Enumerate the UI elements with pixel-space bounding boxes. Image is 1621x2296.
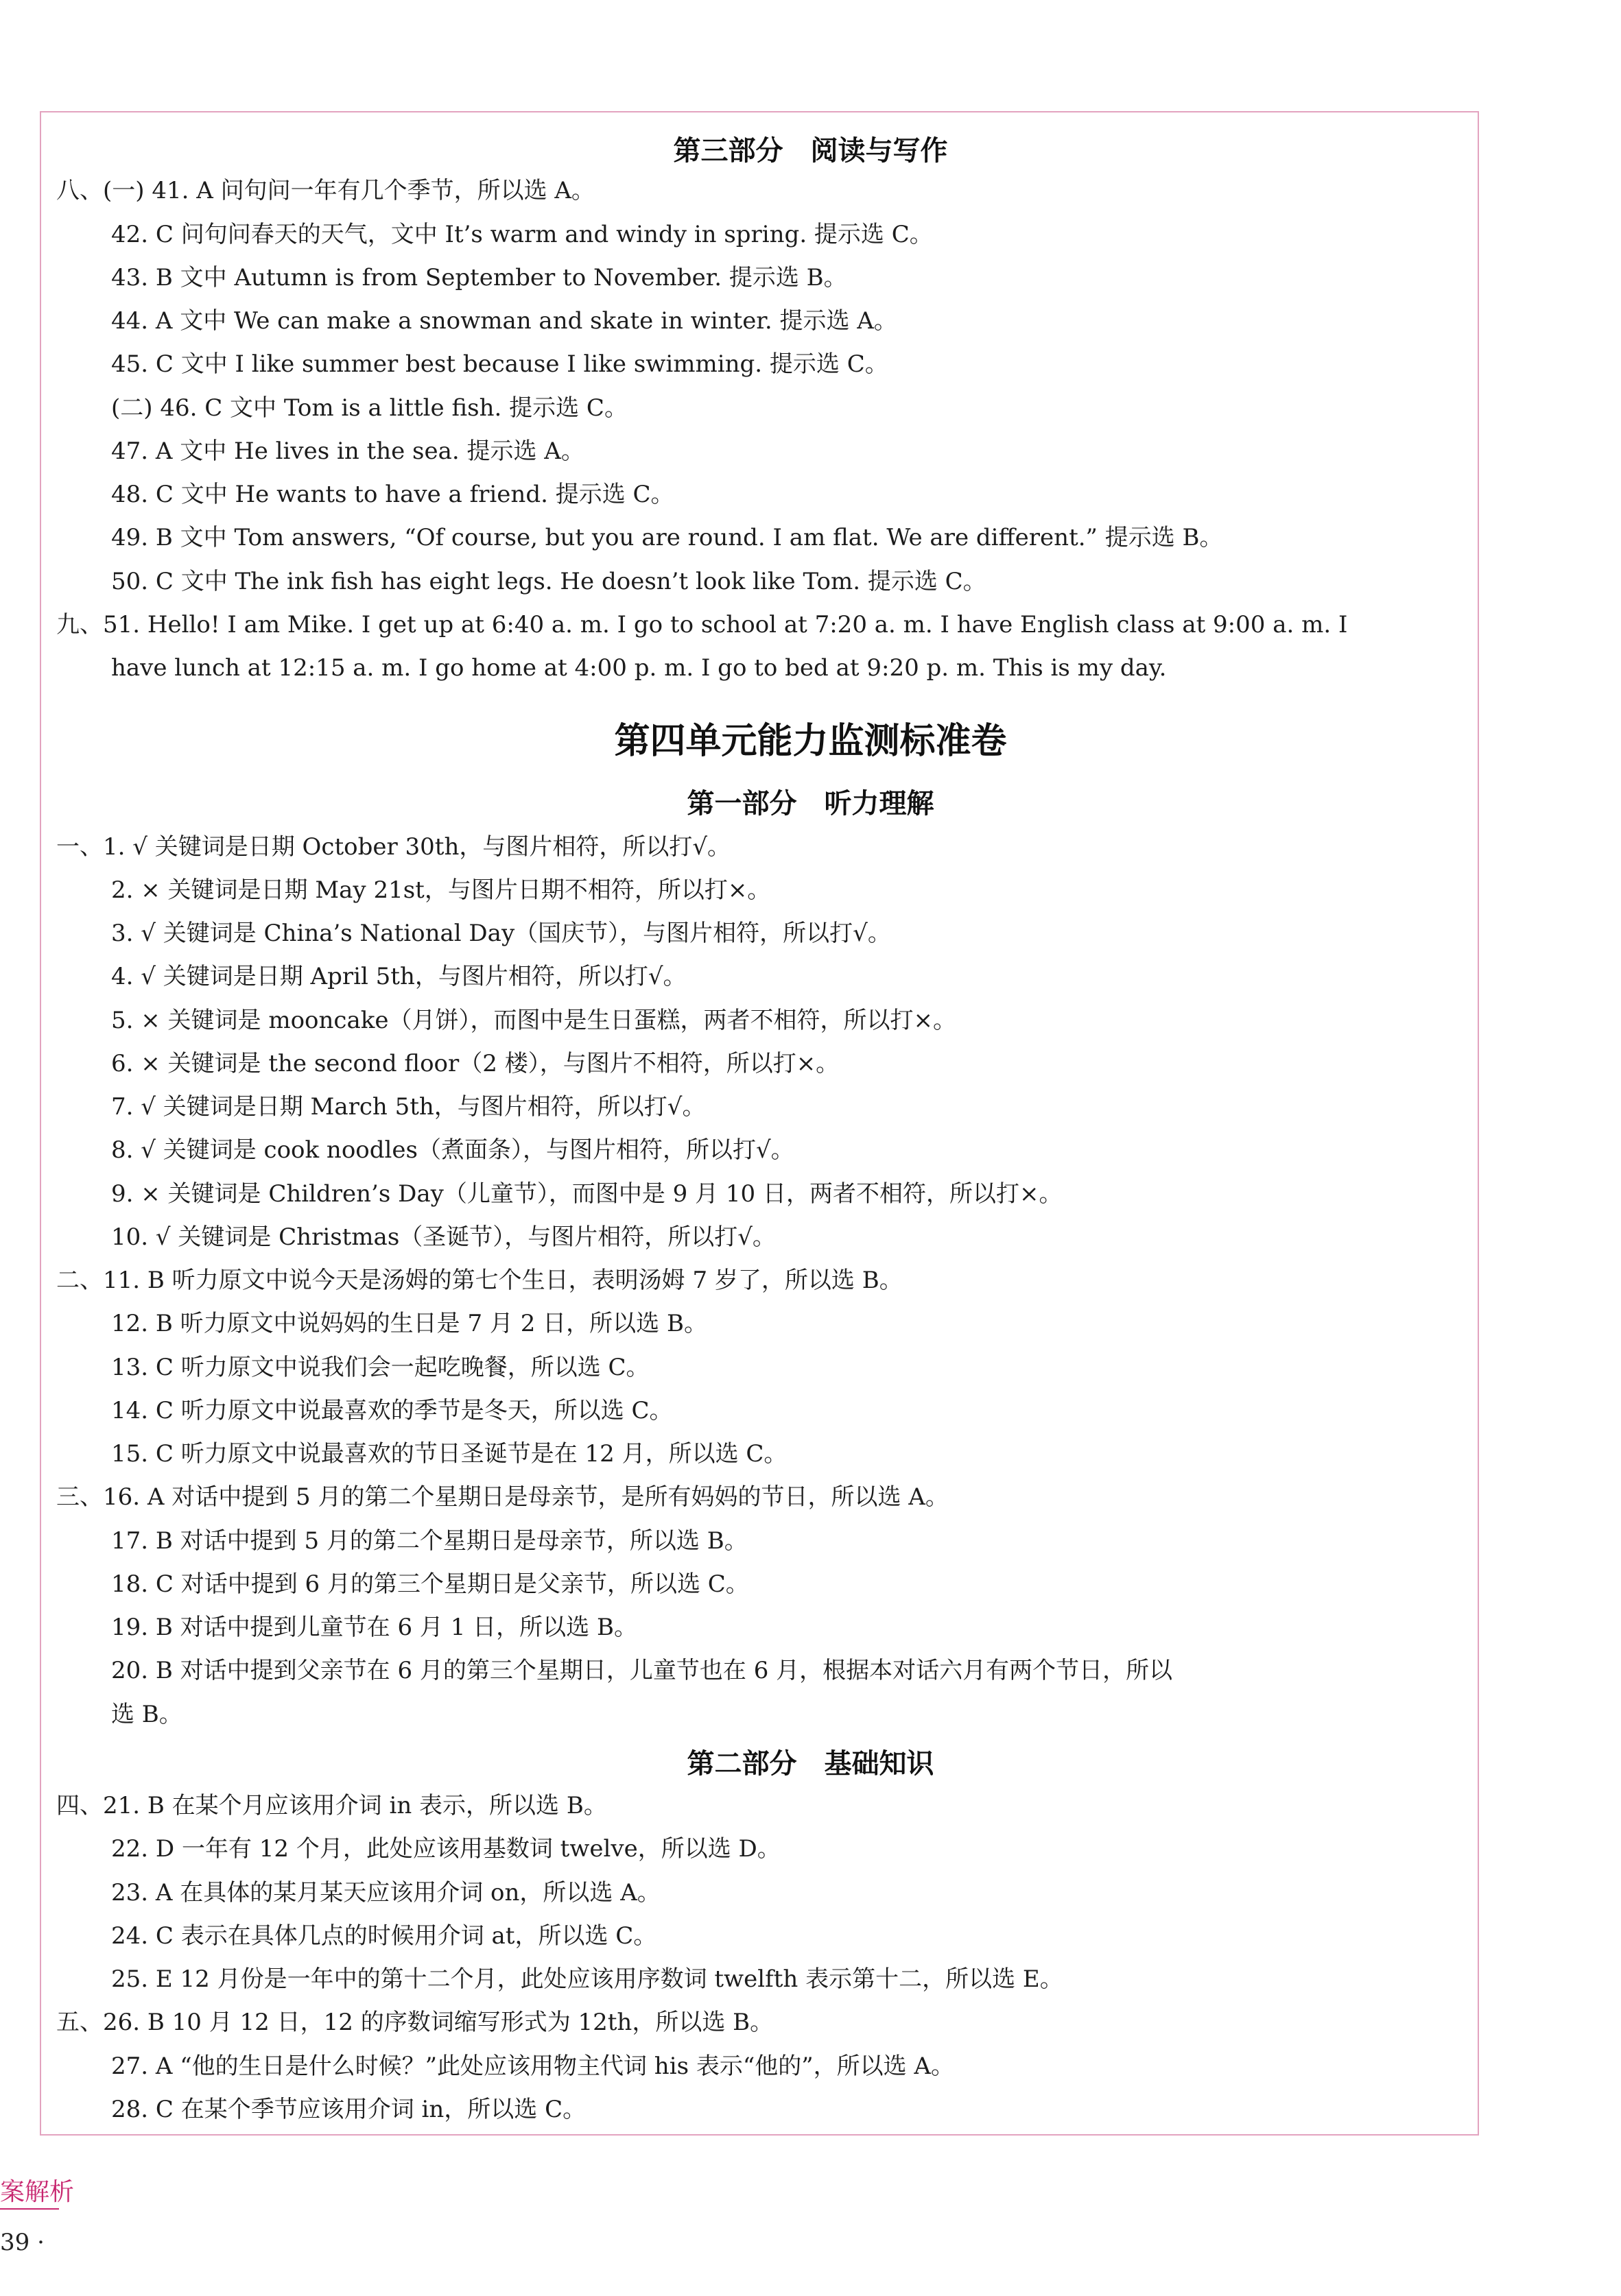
section-heading-reading-writing: 第三部分 阅读与写作 <box>673 135 948 167</box>
answer-line: 9. × 关键词是 Children’s Day（儿童节），而图中是 9 月 10 日，两者不相符，所以打×。 <box>111 1180 1063 1208</box>
answer-line: 12. B 听力原文中说妈妈的生日是 7 月 2 日，所以选 B。 <box>111 1310 707 1337</box>
answer-line: 28. C 在某个季节应该用介词 in，所以选 C。 <box>111 2096 587 2123</box>
answer-line: (二) 46. C 文中 Tom is a little fish. 提示选 C。 <box>111 394 628 422</box>
answer-line: 48. C 文中 He wants to have a friend. 提示选 C。 <box>111 481 674 508</box>
section-heading-basics: 第二部分 基础知识 <box>687 1748 934 1780</box>
answer-line: 5. × 关键词是 mooncake（月饼），而图中是生日蛋糕，两者不相符，所以打×。 <box>111 1007 956 1034</box>
answer-line: 三、16. A 对话中提到 5 月的第二个星期日是母亲节，是所有妈妈的节日，所以选 A。 <box>56 1483 949 1511</box>
answer-line: 八、(一) 41. A 问句问一年有几个季节，所以选 A。 <box>56 177 595 204</box>
answer-line: 3. √ 关键词是 China’s National Day（国庆节），与图片相符，所以打√。 <box>111 920 891 947</box>
answer-line: 4. √ 关键词是日期 April 5th，与图片相符，所以打√。 <box>111 963 687 990</box>
answer-line: 42. C 问句问春天的天气，文中 It’s warm and windy in spring. 提示选 C。 <box>111 221 933 248</box>
page-number: 39 · <box>0 2229 45 2256</box>
answer-line: 13. C 听力原文中说我们会一起吃晚餐，所以选 C。 <box>111 1354 650 1381</box>
answer-line: 22. D 一年有 12 个月，此处应该用基数词 twelve，所以选 D。 <box>111 1835 781 1863</box>
answer-line: 选 B。 <box>111 1701 182 1728</box>
answer-line: 四、21. B 在某个月应该用介词 in 表示，所以选 B。 <box>56 1792 607 1819</box>
answer-line: 50. C 文中 The ink fish has eight legs. He doesn’t look like Tom. 提示选 C。 <box>111 568 986 595</box>
answer-line: 九、51. Hello! I am Mike. I get up at 6:40 a. m. I go to school at 7:20 a. m. I have English class at 9:00 a. m. I <box>56 611 1348 638</box>
answer-line: 14. C 听力原文中说最喜欢的季节是冬天，所以选 C。 <box>111 1397 673 1424</box>
answer-line: 43. B 文中 Autumn is from September to November. 提示选 B。 <box>111 264 847 291</box>
answer-line: 25. E 12 月份是一年中的第十二个月，此处应该用序数词 twelfth 表示第十二，所以选 E。 <box>111 1965 1063 1993</box>
answer-line: 8. √ 关键词是 cook noodles（煮面条），与图片相符，所以打√。 <box>111 1136 794 1164</box>
answer-line: 10. √ 关键词是 Christmas（圣诞节），与图片相符，所以打√。 <box>111 1223 776 1251</box>
answer-line: 44. A 文中 We can make a snowman and skate in winter. 提示选 A。 <box>111 307 897 335</box>
answer-line: 一、1. √ 关键词是日期 October 30th，与图片相符，所以打√。 <box>56 833 731 861</box>
section-heading-listening: 第一部分 听力理解 <box>687 788 934 820</box>
answer-line: 24. C 表示在具体几点的时候用介词 at，所以选 C。 <box>111 1922 657 1950</box>
unit-title: 第四单元能力监测标准卷 <box>614 721 1007 762</box>
footer-section-label: 案解析 <box>0 2178 75 2206</box>
answer-line: 45. C 文中 I like summer best because I like swimming. 提示选 C。 <box>111 350 888 378</box>
answer-line: 27. A “他的生日是什么时候？”此处应该用物主代词 his 表示“他的”，所以选 A。 <box>111 2053 954 2080</box>
answer-line: 47. A 文中 He lives in the sea. 提示选 A。 <box>111 438 584 465</box>
answer-line: 二、11. B 听力原文中说今天是汤姆的第七个生日，表明汤姆 7 岁了，所以选 B。 <box>56 1267 903 1294</box>
footer-divider <box>0 2208 59 2210</box>
answer-line: 2. × 关键词是日期 May 21st，与图片日期不相符，所以打×。 <box>111 876 771 904</box>
answer-line: 6. × 关键词是 the second floor（2 楼），与图片不相符，所以打×。 <box>111 1050 840 1077</box>
answer-line: 18. C 对话中提到 6 月的第三个星期日是父亲节，所以选 C。 <box>111 1570 749 1598</box>
answer-line: have lunch at 12:15 a. m. I go home at 4:00 p. m. I go to bed at 9:20 p. m. This is my day. <box>111 654 1167 682</box>
answer-line: 19. B 对话中提到儿童节在 6 月 1 日，所以选 B。 <box>111 1614 637 1641</box>
answer-line: 49. B 文中 Tom answers, “Of course, but you are round. I am flat. We are different.” 提示选 B。 <box>111 524 1223 551</box>
answer-line: 20. B 对话中提到父亲节在 6 月的第三个星期日，儿童节也在 6 月，根据本对话六月有两个节日，所以 <box>111 1657 1173 1684</box>
answer-line: 17. B 对话中提到 5 月的第二个星期日是母亲节，所以选 B。 <box>111 1527 748 1555</box>
answer-line: 23. A 在具体的某月某天应该用介词 on，所以选 A。 <box>111 1879 661 1906</box>
answer-line: 五、26. B 10 月 12 日，12 的序数词缩写形式为 12th，所以选 B。 <box>56 2009 774 2036</box>
answer-line: 15. C 听力原文中说最喜欢的节日圣诞节是在 12 月，所以选 C。 <box>111 1440 788 1468</box>
answer-line: 7. √ 关键词是日期 March 5th，与图片相符，所以打√。 <box>111 1093 706 1121</box>
